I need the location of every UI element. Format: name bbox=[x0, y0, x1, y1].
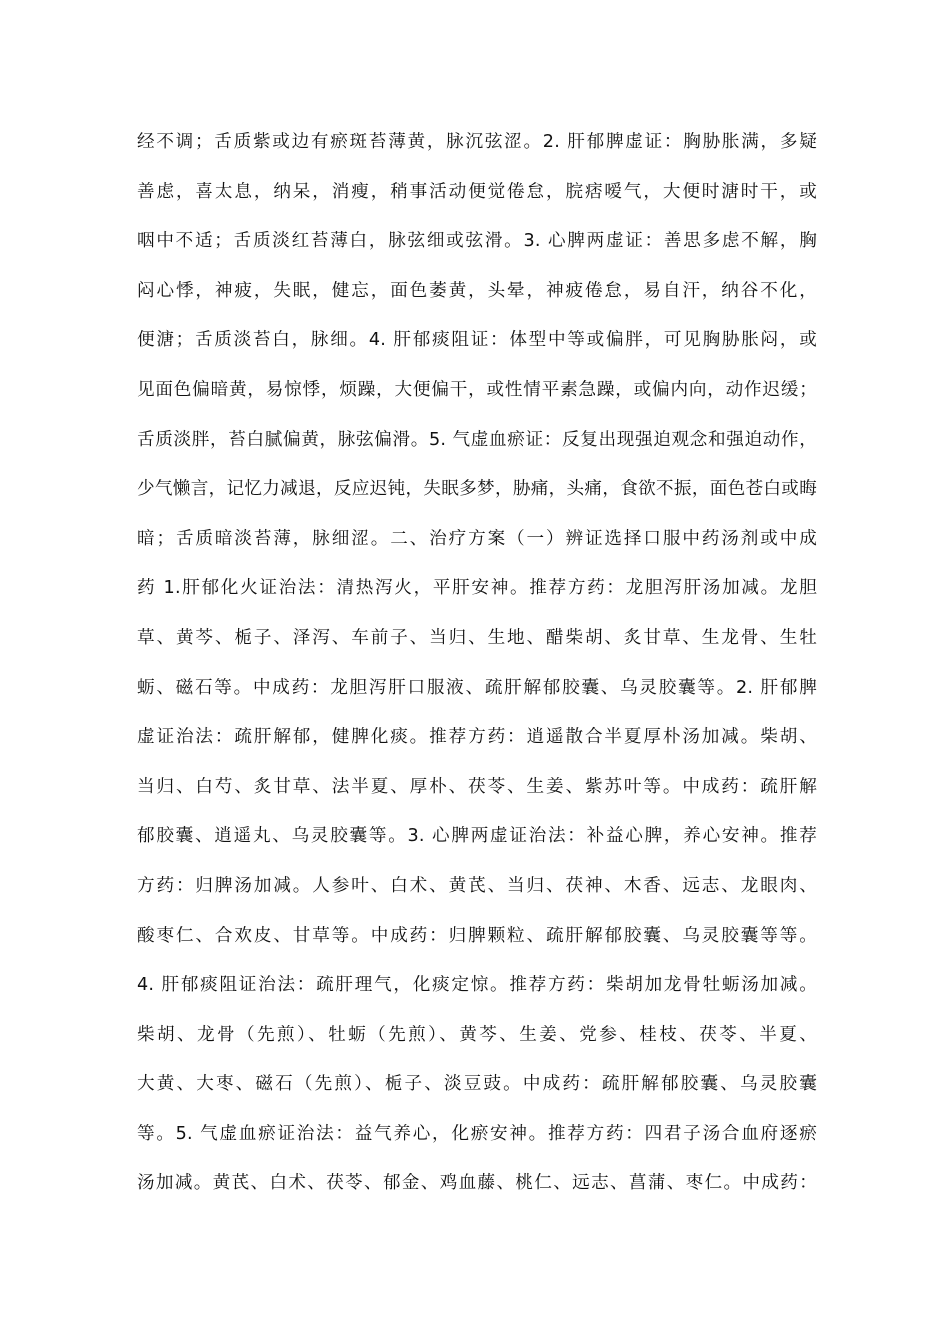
text-line: 4. 肝郁痰阻证治法：疏肝理气，化痰定惊。推荐方药：柴胡加龙骨牡蛎汤加减。 bbox=[137, 975, 817, 996]
text-line: 柴胡、龙骨（先煎）、牡蛎（先煎）、黄芩、生姜、党参、桂枝、茯苓、半夏、 bbox=[137, 1024, 817, 1045]
body-text bbox=[137, 122, 817, 1213]
text-line: 酸枣仁、合欢皮、甘草等。中成药：归脾颗粒、疏肝解郁胶囊、乌灵胶囊等等。 bbox=[137, 925, 817, 946]
text-line: 便溏；舌质淡苔白，脉细。4. 肝郁痰阻证：体型中等或偏胖，可见胸胁胀闷，或 bbox=[137, 330, 817, 351]
text-line: 舌质淡胖，苔白腻偏黄，脉弦偏滑。5. 气虚血瘀证：反复出现强迫观念和强迫动作， bbox=[137, 429, 817, 450]
text-line: 善虑，喜太息，纳呆，消瘦，稍事活动便觉倦怠，脘痞嗳气，大便时溏时干，或 bbox=[137, 181, 817, 202]
text-line: 方药：归脾汤加减。人参叶、白术、黄芪、当归、茯神、木香、远志、龙眼肉、 bbox=[137, 875, 817, 896]
text-line: 虚证治法：疏肝解郁，健脾化痰。推荐方药：逍遥散合半夏厚朴汤加减。柴胡、 bbox=[137, 727, 817, 748]
text-line: 暗；舌质暗淡苔薄，脉细涩。二、治疗方案（一）辨证选择口服中药汤剂或中成 bbox=[137, 528, 817, 549]
text-line: 见面色偏暗黄，易惊悸，烦躁，大便偏干，或性情平素急躁，或偏内向，动作迟缓； bbox=[137, 379, 817, 400]
text-line: 郁胶囊、逍遥丸、乌灵胶囊等。3. 心脾两虚证治法：补益心脾，养心安神。推荐 bbox=[137, 826, 817, 847]
text-line: 少气懒言，记忆力减退，反应迟钝，失眠多梦，胁痛，头痛，食欲不振，面色苍白或晦 bbox=[137, 479, 817, 500]
text-line: 经不调；舌质紫或边有瘀斑苔薄黄，脉沉弦涩。2. 肝郁脾虚证：胸胁胀满，多疑 bbox=[137, 132, 817, 152]
text-line: 草、黄芩、栀子、泽泻、车前子、当归、生地、醋柴胡、炙甘草、生龙骨、生牡 bbox=[137, 627, 817, 648]
text-line: 等。5. 气虚血瘀证治法：益气养心，化瘀安神。推荐方药：四君子汤合血府逐瘀 bbox=[137, 1123, 817, 1144]
text-line: 蛎、磁石等。中成药：龙胆泻肝口服液、疏肝解郁胶囊、乌灵胶囊等。2. 肝郁脾 bbox=[137, 677, 817, 698]
text-line: 闷心悸，神疲，失眠，健忘，面色萎黄，头晕，神疲倦怠，易自汗，纳谷不化， bbox=[137, 280, 817, 301]
text-line: 汤加减。黄芪、白术、茯苓、郁金、鸡血藤、桃仁、远志、菖蒲、枣仁。中成药： bbox=[137, 1173, 817, 1194]
text-line: 大黄、大枣、磁石（先煎）、栀子、淡豆豉。中成药：疏肝解郁胶囊、乌灵胶囊 bbox=[137, 1074, 817, 1095]
text-line: 当归、白芍、炙甘草、法半夏、厚朴、茯苓、生姜、紫苏叶等。中成药：疏肝解 bbox=[137, 776, 817, 797]
text-line: 药 1.肝郁化火证治法：清热泻火，平肝安神。推荐方药：龙胆泻肝汤加减。龙胆 bbox=[137, 578, 817, 599]
text-line: 咽中不适；舌质淡红苔薄白，脉弦细或弦滑。3. 心脾两虚证：善思多虑不解，胸 bbox=[137, 231, 817, 252]
